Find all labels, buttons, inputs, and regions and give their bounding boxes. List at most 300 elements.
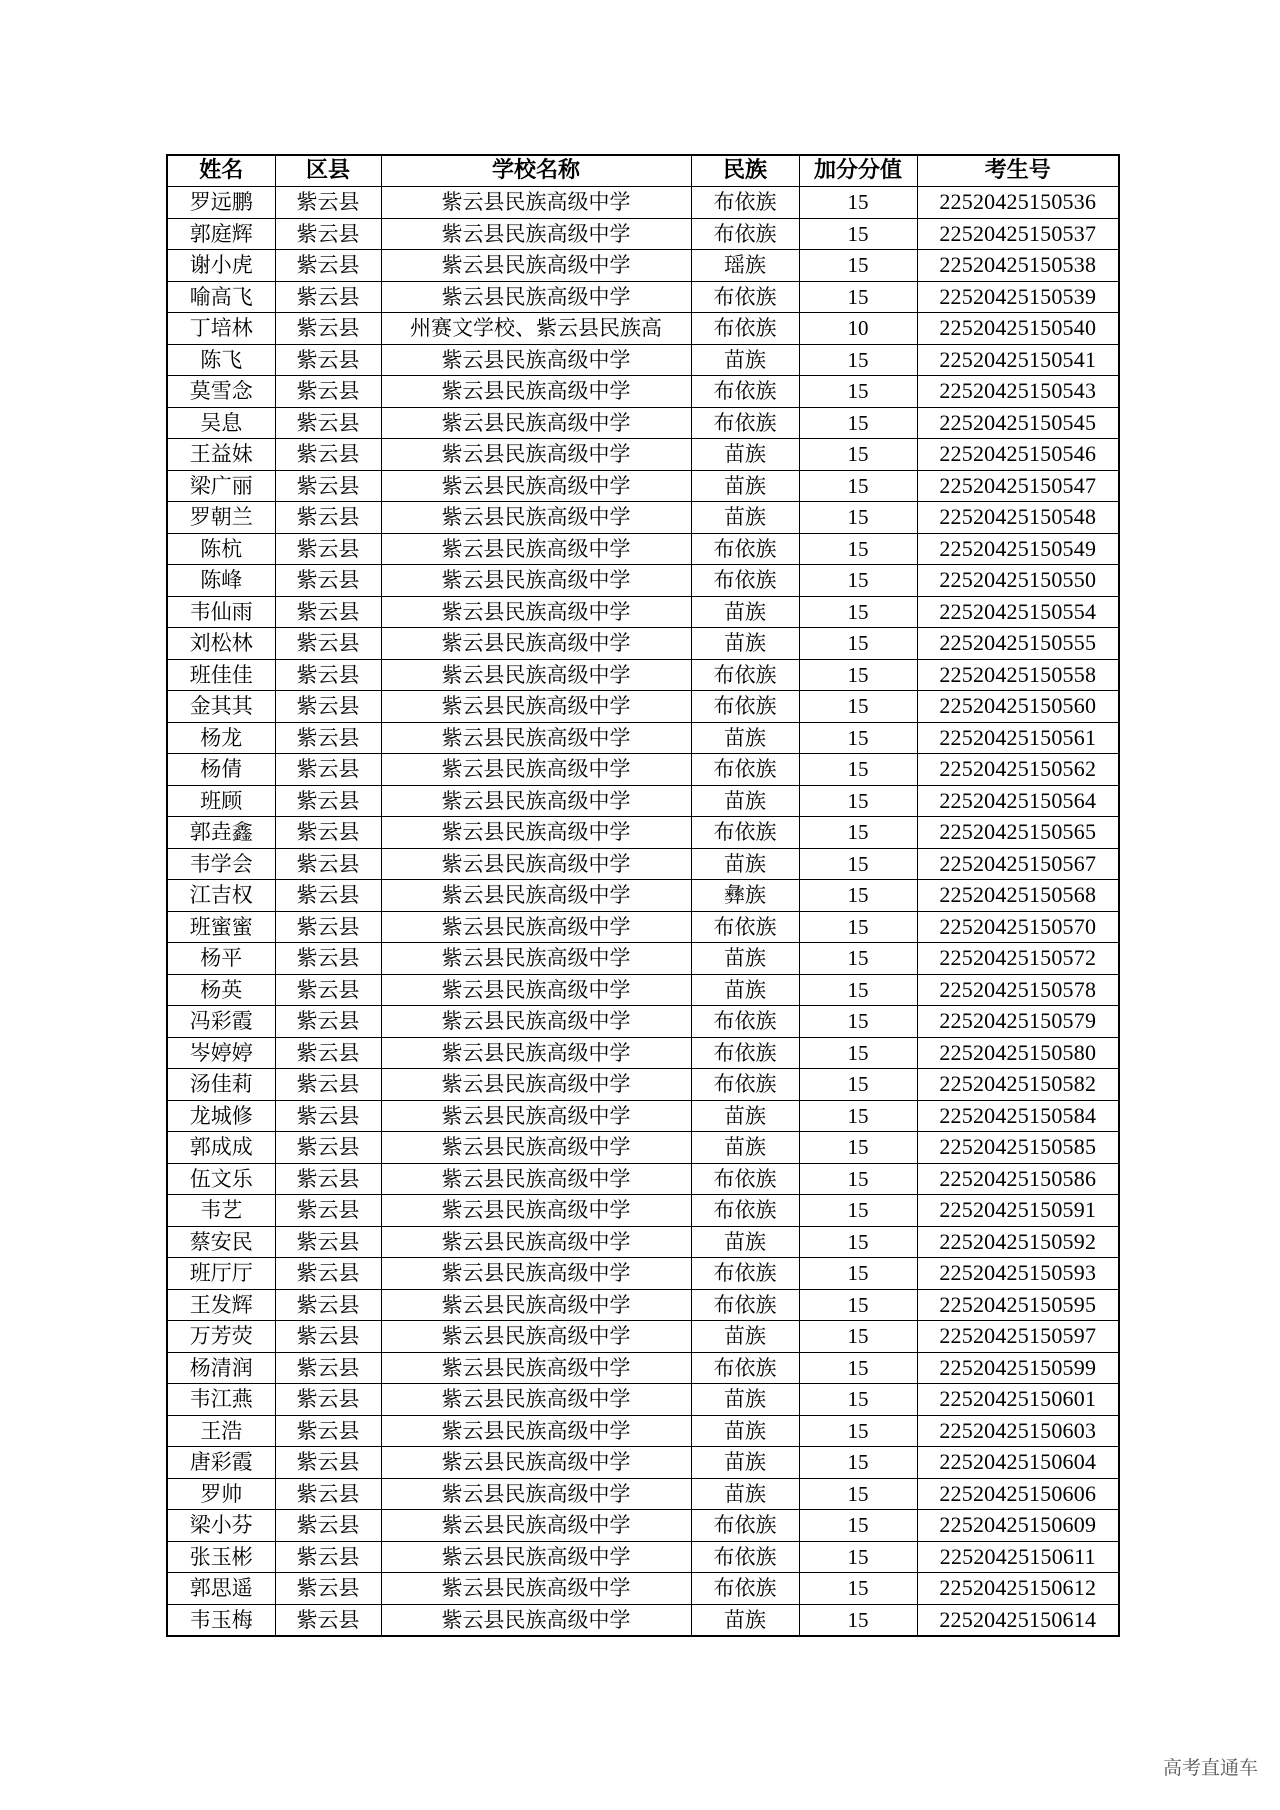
cell-exam-id: 22520425150582 — [917, 1069, 1119, 1101]
cell-school: 紫云县民族高级中学 — [381, 1415, 691, 1447]
cell-bonus: 15 — [799, 1069, 917, 1101]
cell-exam-id: 22520425150604 — [917, 1447, 1119, 1479]
cell-county: 紫云县 — [275, 533, 381, 565]
cell-county: 紫云县 — [275, 313, 381, 345]
cell-bonus: 15 — [799, 1573, 917, 1605]
table-row — [167, 533, 1119, 565]
cell-school: 紫云县民族高级中学 — [381, 596, 691, 628]
cell-bonus: 15 — [799, 722, 917, 754]
cell-name: 杨清润 — [167, 1352, 275, 1384]
cell-county: 紫云县 — [275, 1289, 381, 1321]
cell-ethnicity: 苗族 — [691, 344, 799, 376]
cell-exam-id: 22520425150584 — [917, 1100, 1119, 1132]
table-row — [167, 880, 1119, 912]
cell-name: 蔡安民 — [167, 1226, 275, 1258]
cell-school: 紫云县民族高级中学 — [381, 470, 691, 502]
table-row — [167, 1415, 1119, 1447]
cell-school: 紫云县民族高级中学 — [381, 1037, 691, 1069]
cell-bonus: 15 — [799, 754, 917, 786]
cell-school: 紫云县民族高级中学 — [381, 817, 691, 849]
table-row — [167, 911, 1119, 943]
cell-name: 张玉彬 — [167, 1541, 275, 1573]
cell-name: 梁广丽 — [167, 470, 275, 502]
cell-ethnicity: 苗族 — [691, 785, 799, 817]
cell-name: 喻高飞 — [167, 281, 275, 313]
table-row — [167, 628, 1119, 660]
cell-bonus: 15 — [799, 596, 917, 628]
table-row — [167, 974, 1119, 1006]
table-row — [167, 659, 1119, 691]
cell-school: 紫云县民族高级中学 — [381, 1478, 691, 1510]
cell-county: 紫云县 — [275, 281, 381, 313]
table-row — [167, 1573, 1119, 1605]
cell-county: 紫云县 — [275, 1478, 381, 1510]
cell-ethnicity: 苗族 — [691, 596, 799, 628]
table-row — [167, 376, 1119, 408]
cell-bonus: 15 — [799, 1289, 917, 1321]
cell-school: 紫云县民族高级中学 — [381, 344, 691, 376]
cell-bonus: 15 — [799, 628, 917, 660]
cell-county: 紫云县 — [275, 1226, 381, 1258]
cell-school: 州赛文学校、紫云县民族高 — [381, 313, 691, 345]
cell-name: 王浩 — [167, 1415, 275, 1447]
cell-exam-id: 22520425150585 — [917, 1132, 1119, 1164]
cell-ethnicity: 苗族 — [691, 470, 799, 502]
cell-county: 紫云县 — [275, 1100, 381, 1132]
table-row — [167, 1541, 1119, 1573]
cell-name: 莫雪念 — [167, 376, 275, 408]
cell-ethnicity: 布依族 — [691, 1573, 799, 1605]
cell-ethnicity: 布依族 — [691, 754, 799, 786]
table-row — [167, 1478, 1119, 1510]
cell-county: 紫云县 — [275, 943, 381, 975]
cell-exam-id: 22520425150538 — [917, 250, 1119, 282]
cell-school: 紫云县民族高级中学 — [381, 1321, 691, 1353]
cell-ethnicity: 布依族 — [691, 911, 799, 943]
table-row — [167, 565, 1119, 597]
cell-name: 丁培林 — [167, 313, 275, 345]
cell-name: 郭成成 — [167, 1132, 275, 1164]
cell-ethnicity: 苗族 — [691, 848, 799, 880]
cell-school: 紫云县民族高级中学 — [381, 250, 691, 282]
table-row — [167, 470, 1119, 502]
cell-bonus: 15 — [799, 1006, 917, 1038]
cell-name: 韦江燕 — [167, 1384, 275, 1416]
cell-name: 韦学会 — [167, 848, 275, 880]
cell-name: 王益妹 — [167, 439, 275, 471]
cell-exam-id: 22520425150545 — [917, 407, 1119, 439]
table-row — [167, 1100, 1119, 1132]
cell-name: 班蜜蜜 — [167, 911, 275, 943]
table-row — [167, 1289, 1119, 1321]
cell-bonus: 15 — [799, 344, 917, 376]
cell-ethnicity: 布依族 — [691, 565, 799, 597]
cell-exam-id: 22520425150597 — [917, 1321, 1119, 1353]
table-row — [167, 1163, 1119, 1195]
cell-exam-id: 22520425150564 — [917, 785, 1119, 817]
cell-exam-id: 22520425150580 — [917, 1037, 1119, 1069]
cell-county: 紫云县 — [275, 376, 381, 408]
table-row — [167, 218, 1119, 250]
cell-ethnicity: 布依族 — [691, 187, 799, 219]
header-exam-id: 考生号 — [917, 155, 1119, 187]
cell-county: 紫云县 — [275, 250, 381, 282]
cell-exam-id: 22520425150546 — [917, 439, 1119, 471]
cell-ethnicity: 布依族 — [691, 1289, 799, 1321]
cell-exam-id: 22520425150541 — [917, 344, 1119, 376]
cell-ethnicity: 苗族 — [691, 439, 799, 471]
cell-name: 唐彩霞 — [167, 1447, 275, 1479]
cell-name: 汤佳莉 — [167, 1069, 275, 1101]
cell-county: 紫云县 — [275, 1510, 381, 1542]
table-row — [167, 943, 1119, 975]
cell-exam-id: 22520425150601 — [917, 1384, 1119, 1416]
cell-school: 紫云县民族高级中学 — [381, 1006, 691, 1038]
cell-bonus: 15 — [799, 1195, 917, 1227]
cell-school: 紫云县民族高级中学 — [381, 1100, 691, 1132]
cell-exam-id: 22520425150609 — [917, 1510, 1119, 1542]
cell-bonus: 15 — [799, 911, 917, 943]
cell-ethnicity: 布依族 — [691, 407, 799, 439]
cell-bonus: 15 — [799, 817, 917, 849]
cell-ethnicity: 苗族 — [691, 1132, 799, 1164]
cell-ethnicity: 布依族 — [691, 691, 799, 723]
cell-exam-id: 22520425150567 — [917, 848, 1119, 880]
header-name: 姓名 — [167, 155, 275, 187]
cell-bonus: 15 — [799, 974, 917, 1006]
cell-ethnicity: 布依族 — [691, 1069, 799, 1101]
cell-ethnicity: 苗族 — [691, 1321, 799, 1353]
cell-exam-id: 22520425150578 — [917, 974, 1119, 1006]
cell-county: 紫云县 — [275, 785, 381, 817]
cell-county: 紫云县 — [275, 439, 381, 471]
cell-ethnicity: 苗族 — [691, 1447, 799, 1479]
cell-school: 紫云县民族高级中学 — [381, 1541, 691, 1573]
cell-ethnicity: 布依族 — [691, 817, 799, 849]
cell-county: 紫云县 — [275, 1415, 381, 1447]
cell-county: 紫云县 — [275, 1069, 381, 1101]
table-row — [167, 1037, 1119, 1069]
cell-name: 杨倩 — [167, 754, 275, 786]
cell-county: 紫云县 — [275, 1132, 381, 1164]
cell-ethnicity: 苗族 — [691, 502, 799, 534]
table-row — [167, 596, 1119, 628]
cell-county: 紫云县 — [275, 659, 381, 691]
cell-bonus: 15 — [799, 1132, 917, 1164]
cell-ethnicity: 布依族 — [691, 659, 799, 691]
cell-bonus: 10 — [799, 313, 917, 345]
cell-name: 金其其 — [167, 691, 275, 723]
header-ethnicity: 民族 — [691, 155, 799, 187]
cell-bonus: 15 — [799, 565, 917, 597]
table-row — [167, 722, 1119, 754]
cell-county: 紫云县 — [275, 1037, 381, 1069]
cell-exam-id: 22520425150612 — [917, 1573, 1119, 1605]
cell-name: 伍文乐 — [167, 1163, 275, 1195]
cell-name: 岑婷婷 — [167, 1037, 275, 1069]
cell-name: 刘松林 — [167, 628, 275, 660]
cell-county: 紫云县 — [275, 974, 381, 1006]
cell-name: 韦艺 — [167, 1195, 275, 1227]
cell-ethnicity: 苗族 — [691, 1384, 799, 1416]
cell-exam-id: 22520425150611 — [917, 1541, 1119, 1573]
cell-bonus: 15 — [799, 407, 917, 439]
table-row — [167, 1069, 1119, 1101]
cell-school: 紫云县民族高级中学 — [381, 974, 691, 1006]
cell-exam-id: 22520425150614 — [917, 1604, 1119, 1636]
table-row — [167, 439, 1119, 471]
cell-exam-id: 22520425150591 — [917, 1195, 1119, 1227]
cell-school: 紫云县民族高级中学 — [381, 565, 691, 597]
cell-school: 紫云县民族高级中学 — [381, 1163, 691, 1195]
cell-ethnicity: 布依族 — [691, 1258, 799, 1290]
table-row — [167, 1604, 1119, 1636]
cell-exam-id: 22520425150593 — [917, 1258, 1119, 1290]
cell-ethnicity: 彝族 — [691, 880, 799, 912]
cell-exam-id: 22520425150599 — [917, 1352, 1119, 1384]
cell-school: 紫云县民族高级中学 — [381, 628, 691, 660]
cell-county: 紫云县 — [275, 722, 381, 754]
table-row — [167, 1384, 1119, 1416]
cell-bonus: 15 — [799, 250, 917, 282]
cell-exam-id: 22520425150595 — [917, 1289, 1119, 1321]
cell-ethnicity: 布依族 — [691, 1541, 799, 1573]
cell-school: 紫云县民族高级中学 — [381, 1447, 691, 1479]
cell-county: 紫云县 — [275, 1321, 381, 1353]
cell-exam-id: 22520425150560 — [917, 691, 1119, 723]
cell-exam-id: 22520425150537 — [917, 218, 1119, 250]
cell-exam-id: 22520425150549 — [917, 533, 1119, 565]
cell-county: 紫云县 — [275, 628, 381, 660]
cell-bonus: 15 — [799, 691, 917, 723]
table-row — [167, 1132, 1119, 1164]
table-row — [167, 848, 1119, 880]
table-row — [167, 1352, 1119, 1384]
cell-ethnicity: 布依族 — [691, 1352, 799, 1384]
cell-school: 紫云县民族高级中学 — [381, 1226, 691, 1258]
cell-ethnicity: 布依族 — [691, 1163, 799, 1195]
cell-school: 紫云县民族高级中学 — [381, 1510, 691, 1542]
cell-exam-id: 22520425150536 — [917, 187, 1119, 219]
cell-exam-id: 22520425150547 — [917, 470, 1119, 502]
cell-bonus: 15 — [799, 785, 917, 817]
cell-county: 紫云县 — [275, 187, 381, 219]
cell-ethnicity: 苗族 — [691, 1478, 799, 1510]
table-row — [167, 691, 1119, 723]
cell-ethnicity: 苗族 — [691, 628, 799, 660]
cell-exam-id: 22520425150550 — [917, 565, 1119, 597]
cell-bonus: 15 — [799, 218, 917, 250]
cell-county: 紫云县 — [275, 565, 381, 597]
cell-school: 紫云县民族高级中学 — [381, 691, 691, 723]
cell-school: 紫云县民族高级中学 — [381, 187, 691, 219]
cell-bonus: 15 — [799, 1415, 917, 1447]
cell-name: 梁小芬 — [167, 1510, 275, 1542]
cell-county: 紫云县 — [275, 344, 381, 376]
cell-name: 杨英 — [167, 974, 275, 1006]
cell-bonus: 15 — [799, 1604, 917, 1636]
cell-bonus: 15 — [799, 1258, 917, 1290]
table-row — [167, 1195, 1119, 1227]
cell-county: 紫云县 — [275, 817, 381, 849]
table-row — [167, 817, 1119, 849]
table-row — [167, 344, 1119, 376]
cell-school: 紫云县民族高级中学 — [381, 785, 691, 817]
cell-school: 紫云县民族高级中学 — [381, 659, 691, 691]
cell-name: 陈峰 — [167, 565, 275, 597]
cell-ethnicity: 苗族 — [691, 1226, 799, 1258]
cell-school: 紫云县民族高级中学 — [381, 911, 691, 943]
cell-name: 韦仙雨 — [167, 596, 275, 628]
cell-county: 紫云县 — [275, 754, 381, 786]
cell-ethnicity: 苗族 — [691, 1415, 799, 1447]
table-header-row — [167, 155, 1119, 187]
cell-ethnicity: 苗族 — [691, 1100, 799, 1132]
cell-bonus: 15 — [799, 281, 917, 313]
table-row — [167, 1321, 1119, 1353]
cell-ethnicity: 苗族 — [691, 722, 799, 754]
cell-name: 韦玉梅 — [167, 1604, 275, 1636]
cell-school: 紫云县民族高级中学 — [381, 1132, 691, 1164]
cell-school: 紫云县民族高级中学 — [381, 281, 691, 313]
cell-county: 紫云县 — [275, 691, 381, 723]
cell-name: 吴息 — [167, 407, 275, 439]
cell-school: 紫云县民族高级中学 — [381, 502, 691, 534]
cell-school: 紫云县民族高级中学 — [381, 533, 691, 565]
table-row — [167, 754, 1119, 786]
cell-school: 紫云县民族高级中学 — [381, 376, 691, 408]
table-row — [167, 502, 1119, 534]
table-row — [167, 407, 1119, 439]
cell-school: 紫云县民族高级中学 — [381, 943, 691, 975]
cell-name: 班顾 — [167, 785, 275, 817]
cell-bonus: 15 — [799, 1510, 917, 1542]
cell-school: 紫云县民族高级中学 — [381, 1069, 691, 1101]
cell-school: 紫云县民族高级中学 — [381, 1195, 691, 1227]
cell-exam-id: 22520425150606 — [917, 1478, 1119, 1510]
table-row — [167, 1510, 1119, 1542]
cell-ethnicity: 布依族 — [691, 218, 799, 250]
cell-exam-id: 22520425150565 — [917, 817, 1119, 849]
cell-county: 紫云县 — [275, 911, 381, 943]
cell-ethnicity: 布依族 — [691, 281, 799, 313]
cell-county: 紫云县 — [275, 1006, 381, 1038]
cell-name: 万芳荧 — [167, 1321, 275, 1353]
cell-bonus: 15 — [799, 1163, 917, 1195]
cell-bonus: 15 — [799, 1037, 917, 1069]
cell-county: 紫云县 — [275, 502, 381, 534]
cell-bonus: 15 — [799, 439, 917, 471]
cell-exam-id: 22520425150555 — [917, 628, 1119, 660]
cell-ethnicity: 布依族 — [691, 376, 799, 408]
cell-bonus: 15 — [799, 502, 917, 534]
cell-county: 紫云县 — [275, 1604, 381, 1636]
cell-bonus: 15 — [799, 943, 917, 975]
table-row — [167, 1258, 1119, 1290]
cell-school: 紫云县民族高级中学 — [381, 407, 691, 439]
cell-name: 郭垚鑫 — [167, 817, 275, 849]
cell-exam-id: 22520425150568 — [917, 880, 1119, 912]
watermark: 高考直通车 — [1162, 1757, 1258, 1779]
cell-county: 紫云县 — [275, 407, 381, 439]
cell-bonus: 15 — [799, 880, 917, 912]
table-body — [167, 187, 1119, 1637]
cell-name: 杨龙 — [167, 722, 275, 754]
cell-name: 谢小虎 — [167, 250, 275, 282]
cell-bonus: 15 — [799, 470, 917, 502]
cell-county: 紫云县 — [275, 1447, 381, 1479]
cell-name: 班佳佳 — [167, 659, 275, 691]
cell-county: 紫云县 — [275, 218, 381, 250]
cell-name: 陈杭 — [167, 533, 275, 565]
cell-school: 紫云县民族高级中学 — [381, 848, 691, 880]
cell-county: 紫云县 — [275, 1384, 381, 1416]
cell-ethnicity: 苗族 — [691, 974, 799, 1006]
cell-county: 紫云县 — [275, 1352, 381, 1384]
cell-county: 紫云县 — [275, 470, 381, 502]
cell-school: 紫云县民族高级中学 — [381, 1604, 691, 1636]
table-row — [167, 1226, 1119, 1258]
cell-bonus: 15 — [799, 376, 917, 408]
cell-name: 班厅厅 — [167, 1258, 275, 1290]
bonus-points-table — [166, 154, 1120, 1637]
cell-exam-id: 22520425150562 — [917, 754, 1119, 786]
cell-school: 紫云县民族高级中学 — [381, 218, 691, 250]
table-row — [167, 313, 1119, 345]
cell-exam-id: 22520425150539 — [917, 281, 1119, 313]
cell-bonus: 15 — [799, 533, 917, 565]
table-row — [167, 187, 1119, 219]
cell-name: 陈飞 — [167, 344, 275, 376]
cell-bonus: 15 — [799, 187, 917, 219]
table-row — [167, 281, 1119, 313]
cell-ethnicity: 布依族 — [691, 1510, 799, 1542]
cell-county: 紫云县 — [275, 596, 381, 628]
cell-exam-id: 22520425150572 — [917, 943, 1119, 975]
cell-school: 紫云县民族高级中学 — [381, 754, 691, 786]
cell-ethnicity: 布依族 — [691, 1195, 799, 1227]
cell-school: 紫云县民族高级中学 — [381, 1573, 691, 1605]
cell-bonus: 15 — [799, 1447, 917, 1479]
cell-exam-id: 22520425150603 — [917, 1415, 1119, 1447]
cell-county: 紫云县 — [275, 848, 381, 880]
cell-ethnicity: 布依族 — [691, 533, 799, 565]
cell-bonus: 15 — [799, 1352, 917, 1384]
cell-bonus: 15 — [799, 1384, 917, 1416]
cell-exam-id: 22520425150548 — [917, 502, 1119, 534]
header-county: 区县 — [275, 155, 381, 187]
cell-ethnicity: 苗族 — [691, 943, 799, 975]
cell-name: 江吉权 — [167, 880, 275, 912]
cell-school: 紫云县民族高级中学 — [381, 1384, 691, 1416]
cell-county: 紫云县 — [275, 1163, 381, 1195]
cell-school: 紫云县民族高级中学 — [381, 439, 691, 471]
cell-exam-id: 22520425150543 — [917, 376, 1119, 408]
cell-exam-id: 22520425150540 — [917, 313, 1119, 345]
cell-school: 紫云县民族高级中学 — [381, 1289, 691, 1321]
cell-county: 紫云县 — [275, 880, 381, 912]
cell-school: 紫云县民族高级中学 — [381, 1352, 691, 1384]
cell-ethnicity: 布依族 — [691, 1037, 799, 1069]
table-row — [167, 785, 1119, 817]
cell-name: 郭思遥 — [167, 1573, 275, 1605]
cell-name: 杨平 — [167, 943, 275, 975]
table-row — [167, 250, 1119, 282]
cell-exam-id: 22520425150592 — [917, 1226, 1119, 1258]
cell-exam-id: 22520425150570 — [917, 911, 1119, 943]
cell-bonus: 15 — [799, 1478, 917, 1510]
cell-exam-id: 22520425150586 — [917, 1163, 1119, 1195]
